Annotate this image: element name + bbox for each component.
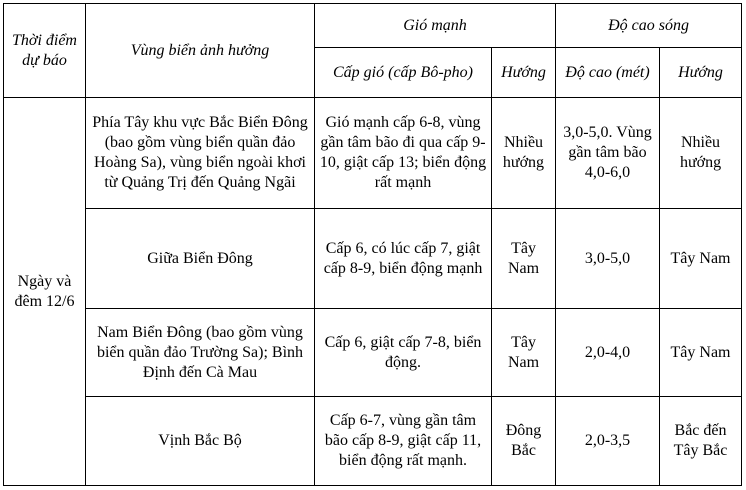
header-time: Thời điểm dự báo	[4, 4, 86, 98]
forecast-table	[3, 3, 742, 486]
time-cell: Ngày và đêm 12/6	[4, 98, 86, 486]
header-wave-height: Độ cao (mét)	[556, 48, 660, 98]
wave-height-cell: 2,0-4,0	[556, 309, 660, 397]
wave-height-cell: 3,0-5,0	[556, 209, 660, 309]
wave-direction-cell: Tây Nam	[660, 209, 742, 309]
header-wind-direction: Hướng	[492, 48, 556, 98]
header-row-1	[4, 4, 742, 48]
wind-level-cell: Gió mạnh cấp 6-8, vùng gần tâm bão đi qua cấp 9-10, giật cấp 13; biển động rất mạnh	[315, 98, 492, 209]
wave-direction-cell: Nhiều hướng	[660, 98, 742, 209]
table-row	[4, 397, 742, 486]
table-row	[4, 209, 742, 309]
wave-direction-cell: Bắc đến Tây Bắc	[660, 397, 742, 486]
header-wave-direction: Hướng	[660, 48, 742, 98]
wind-level-cell: Cấp 6, có lúc cấp 7, giật cấp 8-9, biển động mạnh	[315, 209, 492, 309]
wind-direction-cell: Nhiều hướng	[492, 98, 556, 209]
wave-height-cell: 2,0-3,5	[556, 397, 660, 486]
region-cell: Phía Tây khu vực Bắc Biển Đông (bao gồm vùng biển quần đảo Hoàng Sa), vùng biển ngoài khơi từ Quảng Trị đến Quảng Ngãi	[86, 98, 315, 209]
header-wave-group: Độ cao sóng	[556, 4, 742, 48]
wave-height-cell: 3,0-5,0. Vùng gần tâm bão 4,0-6,0	[556, 98, 660, 209]
header-wind-level: Cấp gió (cấp Bô-pho)	[315, 48, 492, 98]
wind-direction-cell: Tây Nam	[492, 209, 556, 309]
header-region: Vùng biển ảnh hưởng	[86, 4, 315, 98]
wind-direction-cell: Đông Bắc	[492, 397, 556, 486]
header-wind-group: Gió mạnh	[315, 4, 556, 48]
region-cell: Nam Biển Đông (bao gồm vùng biển quần đảo Trường Sa); Bình Định đến Cà Mau	[86, 309, 315, 397]
region-cell: Giữa Biển Đông	[86, 209, 315, 309]
wind-level-cell: Cấp 6, giật cấp 7-8, biển động.	[315, 309, 492, 397]
table-row	[4, 98, 742, 209]
wave-direction-cell: Tây Nam	[660, 309, 742, 397]
wind-direction-cell: Tây Nam	[492, 309, 556, 397]
table-row	[4, 309, 742, 397]
region-cell: Vịnh Bắc Bộ	[86, 397, 315, 486]
wind-level-cell: Cấp 6-7, vùng gần tâm bão cấp 8-9, giật cấp 11, biển động rất mạnh.	[315, 397, 492, 486]
